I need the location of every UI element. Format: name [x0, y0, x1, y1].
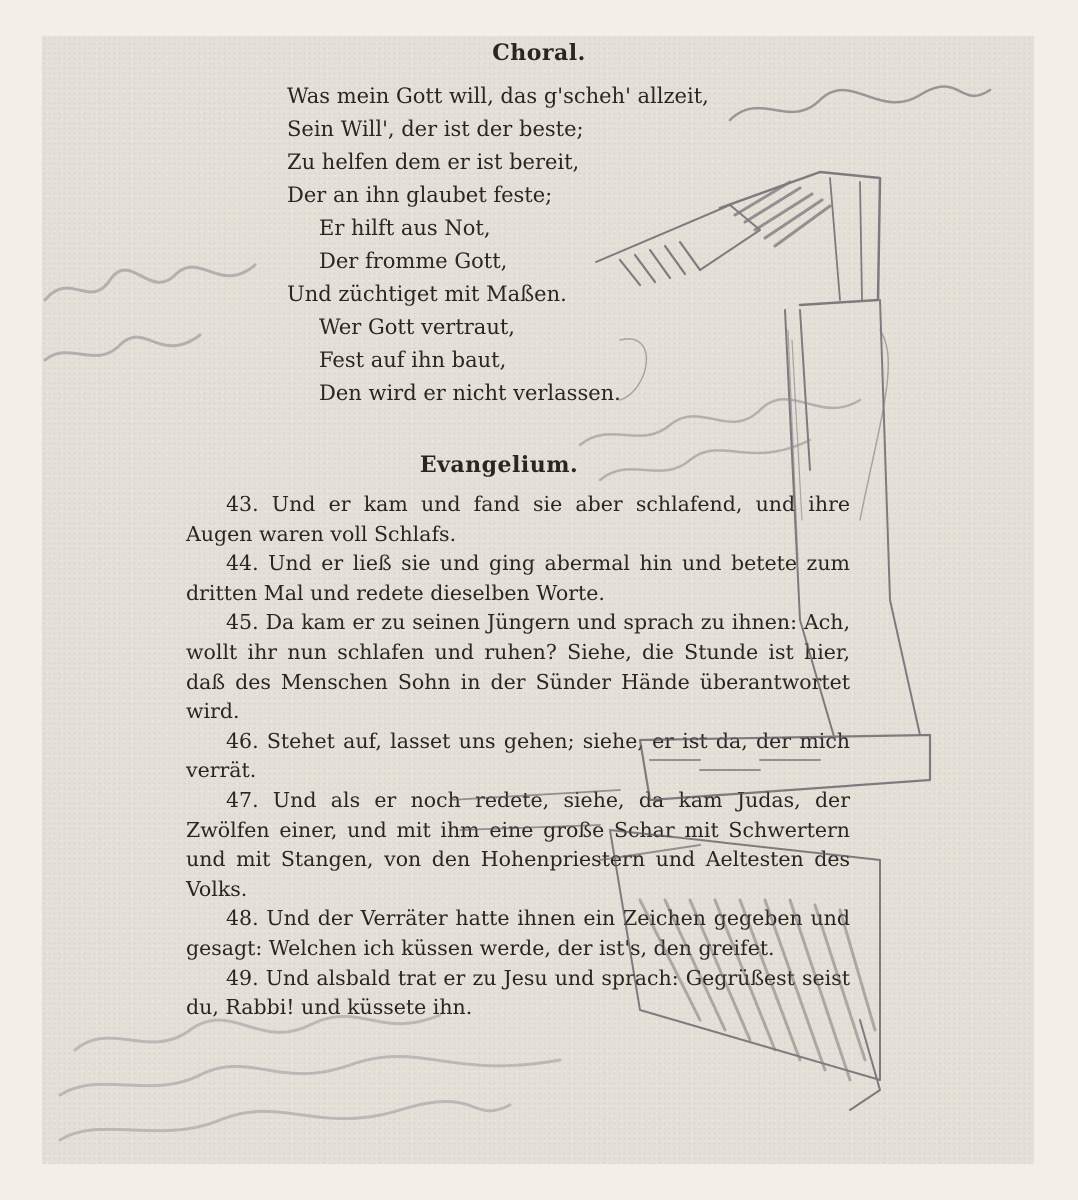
gospel-verse-47: 47. Und als er noch redete, siehe, da kam Judas, der Zwölfen einer, und mit ihm eine große Schar mit Schwertern und mit Stangen, von den Hohenpriestern und Aeltesten des Volks.	[186, 787, 850, 901]
gospel-verse-48: 48. Und der Verräter hatte ihnen ein Zeichen gegeben und gesagt: Welchen ich küssen werde, der ist's, den greifet.	[186, 906, 850, 960]
gospel-verse-43: 43. Und er kam und fand sie aber schlafend, und ihre Augen waren voll Schlafs.	[186, 492, 850, 546]
gospel-verse-45: 45. Da kam er zu seinen Jüngern und sprach zu ihnen: Ach, wollt ihr nun schlafen und ruhen? Siehe, die Stunde ist hier, daß des Menschen Sohn in der Sünder Hände überantwortet wird.	[186, 610, 850, 724]
choral-line: Der fromme Gott,	[319, 249, 508, 273]
gospel-text	[186, 490, 850, 1023]
choral-line: Und züchtiget mit Maßen.	[287, 282, 567, 306]
choral-line: Sein Will', der ist der beste;	[287, 117, 584, 141]
choral-line: Er hilft aus Not,	[319, 216, 491, 240]
choral-title: Choral.	[492, 40, 586, 66]
choral-line: Der an ihn glaubet feste;	[287, 183, 553, 207]
choral-text	[287, 80, 807, 410]
gospel-title: Evangelium.	[419, 452, 579, 478]
choral-line: Wer Gott vertraut,	[319, 315, 515, 339]
choral-line: Fest auf ihn baut,	[319, 348, 507, 372]
choral-line: Den wird er nicht verlassen.	[319, 381, 621, 405]
gospel-verse-49: 49. Und alsbald trat er zu Jesu und sprach: Gegrüßest seist du, Rabbi! und küssete ihn.	[186, 965, 850, 1020]
choral-line: Zu helfen dem er ist bereit,	[287, 150, 580, 174]
gospel-verse-46: 46. Stehet auf, lasset uns gehen; siehe, er ist da, der mich verrät.	[186, 728, 850, 783]
gospel-verse-44: 44. Und er ließ sie und ging abermal hin und betete zum dritten Mal und redete dieselben Worte.	[186, 551, 850, 605]
choral-line: Was mein Gott will, das g'scheh' allzeit,	[287, 84, 709, 108]
